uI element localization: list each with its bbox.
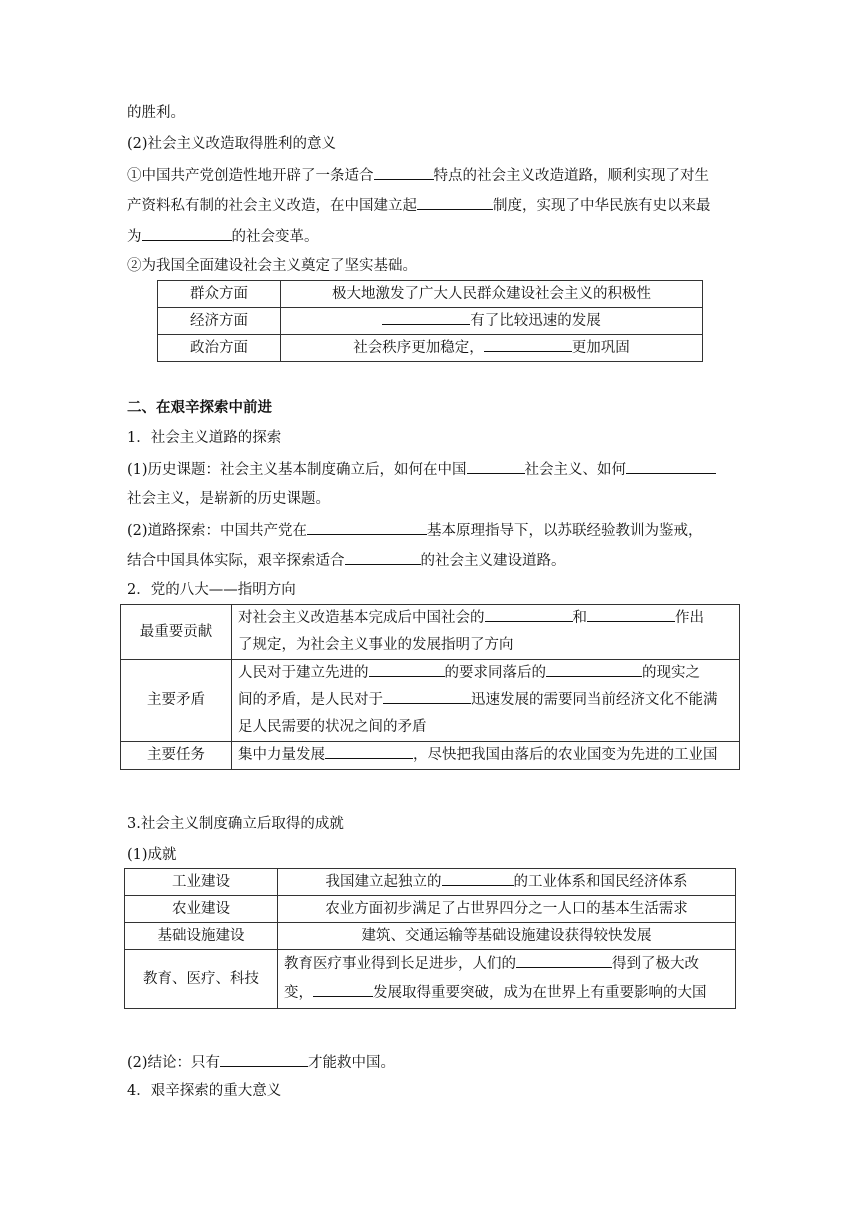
fill-blank[interactable] <box>313 982 373 997</box>
subheading: 4．艰辛探索的重大意义 <box>127 1083 282 1099</box>
text-line <box>127 195 711 216</box>
achievements-table <box>124 868 736 1009</box>
row-key: 经济方面 <box>158 308 281 335</box>
fill-blank[interactable] <box>383 689 471 704</box>
subheading: 3.社会主义制度确立后取得的成就 <box>127 816 344 832</box>
text: 的社会变革。 <box>231 229 319 245</box>
table-row <box>158 281 703 308</box>
text: 为 <box>127 229 142 245</box>
row-key: 基础设施建设 <box>125 923 278 950</box>
row-key: 教育、医疗、科技 <box>125 950 278 1009</box>
eighth-congress-table <box>120 604 740 770</box>
row-key: 群众方面 <box>158 281 281 308</box>
fill-blank[interactable] <box>516 953 612 968</box>
row-value: 集中力量发展 ，尽快把我国由落后的农业国变为先进的工业国 <box>232 742 740 770</box>
row-value: 人民对于建立先进的 的要求同落后的 的现实之 间的矛盾，是人民对于 迅速发展的需要同当前经济文化不能满 足人民需要的状况之间的矛盾 <box>232 660 740 742</box>
fill-blank[interactable] <box>546 662 642 677</box>
fill-blank[interactable] <box>220 1052 308 1067</box>
text-line: 的胜利。 <box>127 105 185 121</box>
row-value: 有了比较迅速的发展 <box>281 308 703 335</box>
text: 制度，实现了中华民族有史以来最 <box>493 198 711 214</box>
row-value: 建筑、交通运输等基础设施建设获得较快发展 <box>278 923 736 950</box>
text: 产资料私有制的社会主义改造，在中国建立起 <box>127 198 417 214</box>
section-heading: 二、在艰辛探索中前进 <box>127 400 272 416</box>
row-key: 政治方面 <box>158 335 281 362</box>
fill-blank[interactable] <box>307 520 427 535</box>
table-row <box>121 742 740 770</box>
fill-blank[interactable] <box>374 165 434 180</box>
table-row <box>125 923 736 950</box>
fill-blank[interactable] <box>142 226 232 241</box>
text: ①中国共产党创造性地开辟了一条适合 <box>127 168 374 184</box>
fill-blank[interactable] <box>626 459 716 474</box>
text-line: (2)道路探索：中国共产党在 基本原理指导下，以苏联经验教训为鉴戒， <box>127 520 703 541</box>
row-value: 教育医疗事业得到长足进步，人们的 得到了极大改 变， 发展取得重要突破，成为在世界上有重要影响的大国 <box>278 950 736 1009</box>
text-line <box>127 226 319 247</box>
fill-blank[interactable] <box>587 607 675 622</box>
text-line: 社会主义，是崭新的历史课题。 <box>127 491 330 507</box>
row-key: 主要任务 <box>121 742 232 770</box>
fill-blank[interactable] <box>485 607 573 622</box>
fill-blank[interactable] <box>345 550 421 565</box>
text-line: ②为我国全面建设社会主义奠定了坚实基础。 <box>127 258 417 274</box>
row-key: 主要矛盾 <box>121 660 232 742</box>
text-line <box>127 165 709 186</box>
text: 特点的社会主义改造道路，顺利实现了对生 <box>433 168 709 184</box>
fill-blank[interactable] <box>382 310 470 325</box>
table-row <box>158 308 703 335</box>
table-row <box>125 950 736 1009</box>
row-key: 工业建设 <box>125 869 278 896</box>
table-row <box>121 605 740 660</box>
row-value: 农业方面初步满足了占世界四分之一人口的基本生活需求 <box>278 896 736 923</box>
fill-blank[interactable] <box>484 337 572 352</box>
text-line: (1)历史课题：社会主义基本制度确立后，如何在中国 社会主义、如何 <box>127 459 716 480</box>
row-value: 社会秩序更加稳定， 更加巩固 <box>281 335 703 362</box>
text-line: (2)结论：只有 才能救中国。 <box>127 1052 395 1073</box>
row-value: 极大地激发了广大人民群众建设社会主义的积极性 <box>281 281 703 308</box>
subheading: (1)成就 <box>127 847 177 863</box>
subheading: 1．社会主义道路的探索 <box>127 430 282 446</box>
row-key: 农业建设 <box>125 896 278 923</box>
row-value: 我国建立起独立的 的工业体系和国民经济体系 <box>278 869 736 896</box>
table-row <box>125 869 736 896</box>
fill-blank[interactable] <box>369 662 445 677</box>
table-row <box>121 660 740 742</box>
row-value: 对社会主义改造基本完成后中国社会的 和 作出 了规定，为社会主义事业的发展指明了方向 <box>232 605 740 660</box>
row-key: 最重要贡献 <box>121 605 232 660</box>
fill-blank[interactable] <box>442 871 514 886</box>
table-row <box>158 335 703 362</box>
text-line: 结合中国具体实际，艰辛探索适合 的社会主义建设道路。 <box>127 550 566 571</box>
table-row <box>125 896 736 923</box>
fill-blank[interactable] <box>325 744 413 759</box>
subheading: 2．党的八大——指明方向 <box>127 582 296 598</box>
subheading: (2)社会主义改造取得胜利的意义 <box>127 136 337 152</box>
significance-table <box>157 280 703 362</box>
fill-blank[interactable] <box>467 459 525 474</box>
fill-blank[interactable] <box>417 195 493 210</box>
